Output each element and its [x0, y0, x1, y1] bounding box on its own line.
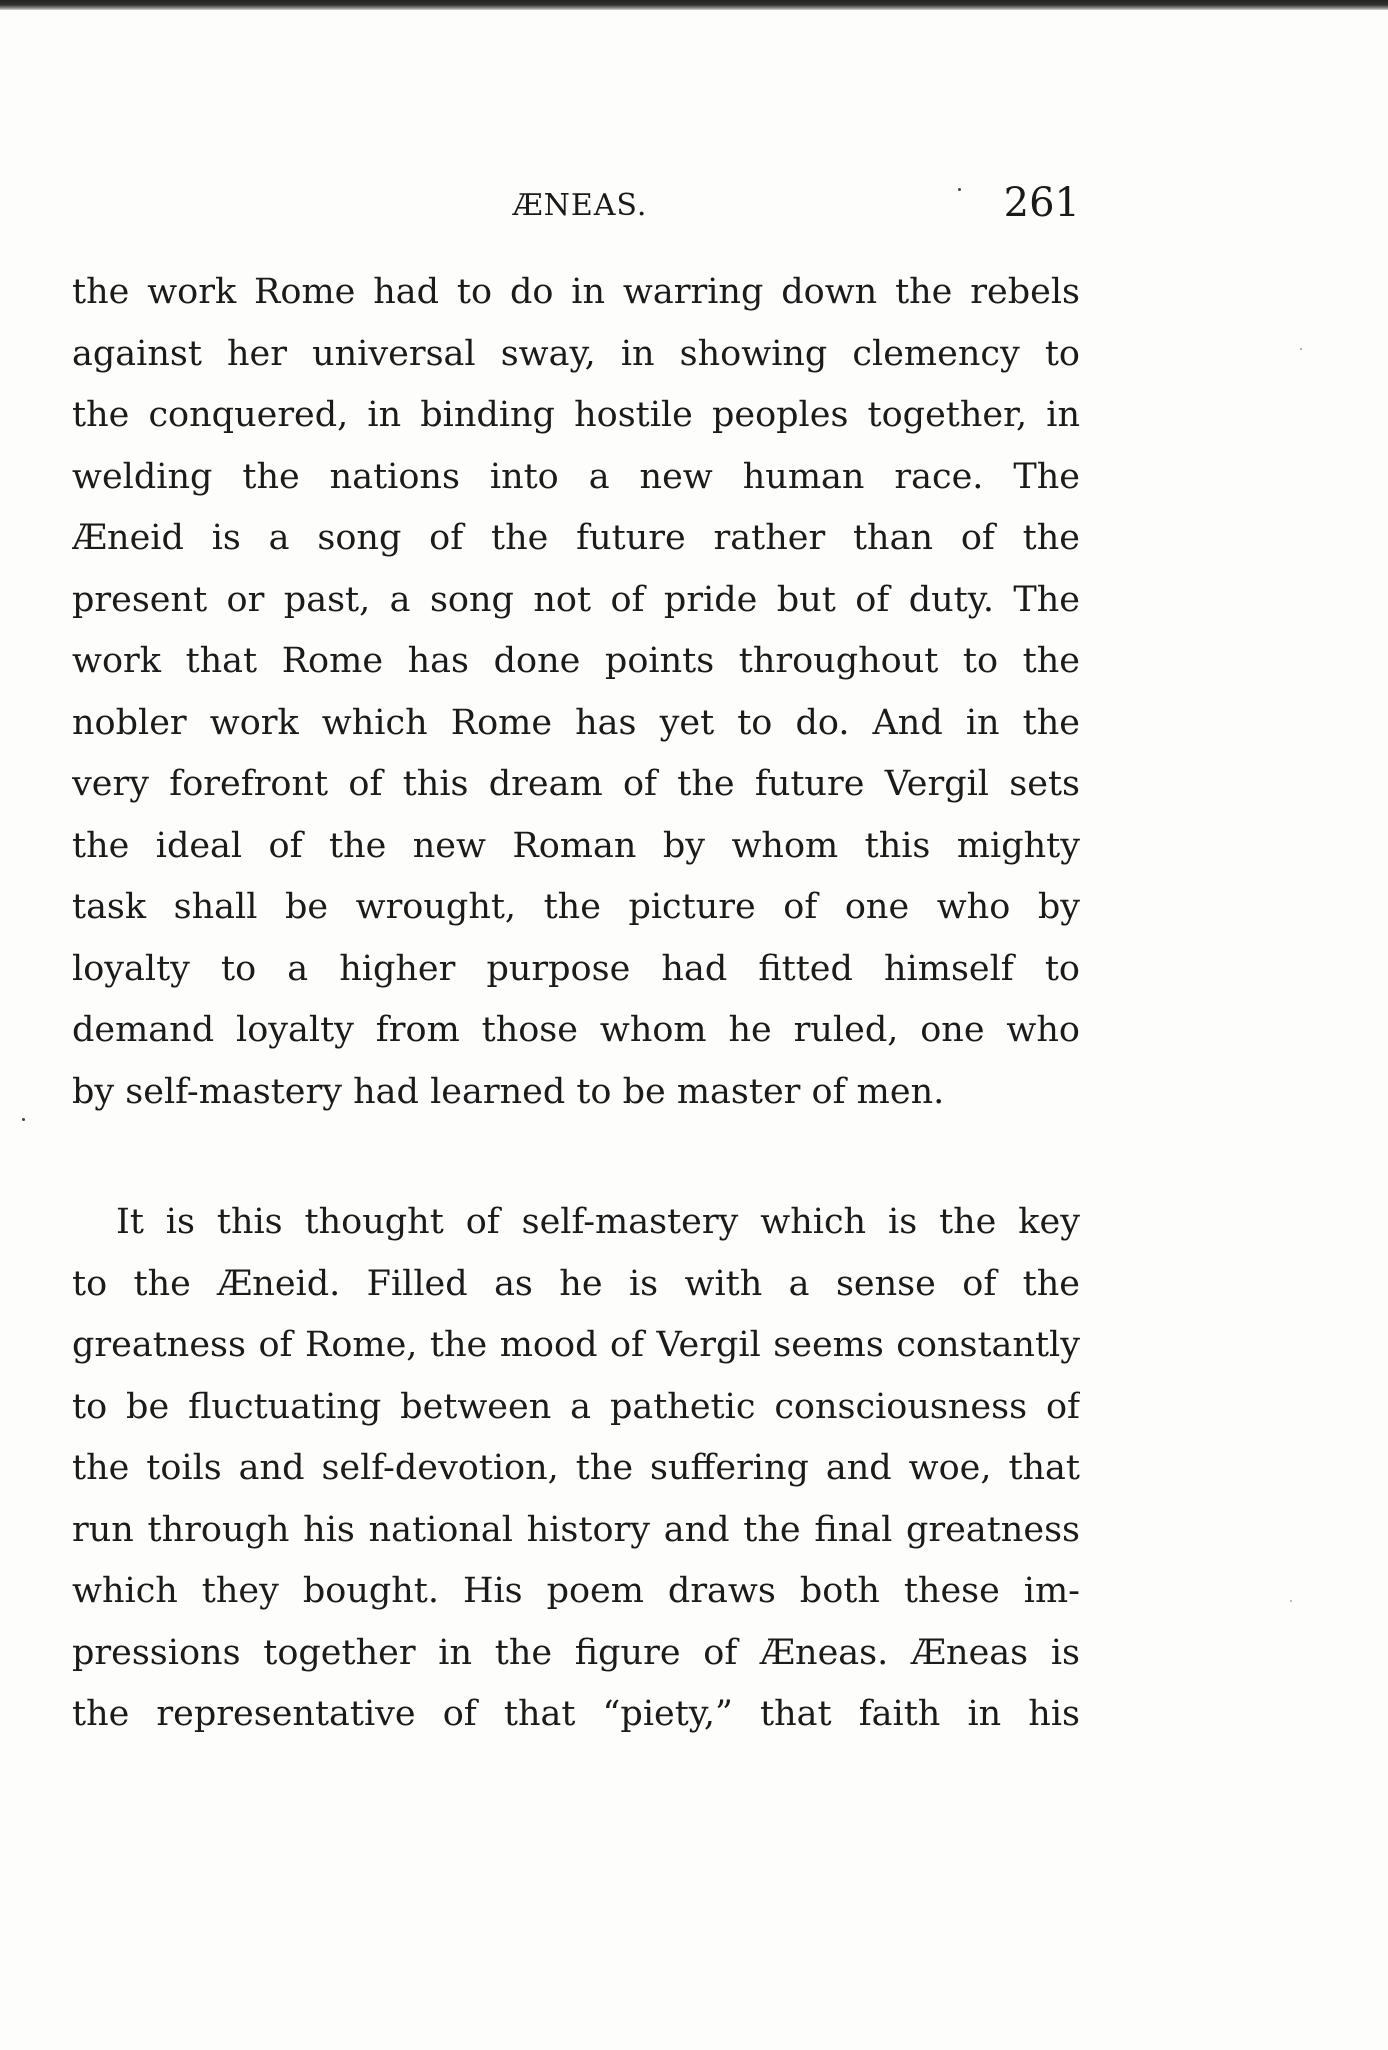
text-line: demand loyalty from those whom he ruled, one who: [72, 1010, 1080, 1050]
text-line: by self-mastery had learned to be master of men.: [72, 1071, 945, 1112]
running-title: ÆNEAS.: [512, 188, 648, 223]
print-speck: [1290, 1600, 1292, 1602]
text-line: Æneid is a song of the future rather than of the: [72, 518, 1080, 558]
print-speck: [22, 1118, 25, 1121]
text-line: loyalty to a higher purpose had fitted himself to: [72, 948, 1080, 989]
text-line: welding the nations into a new human race. The: [72, 456, 1080, 497]
text-line: the work Rome had to do in warring down the rebels: [72, 272, 1080, 312]
text-line: very forefront of this dream of the future Vergil sets: [72, 764, 1080, 804]
text-line: the ideal of the new Roman by whom this mighty: [72, 825, 1080, 866]
page-number: 261: [1003, 180, 1080, 226]
text-line: against her universal sway, in showing clemency to: [72, 333, 1080, 374]
print-speck: [1300, 348, 1302, 350]
text-line: pressions together in the figure of Æneas. Æneas is: [72, 1632, 1080, 1673]
text-line: to the Æneid. Filled as he is with a sense of the: [72, 1263, 1080, 1304]
text-line: the representative of that “piety,” that faith in his: [72, 1694, 1080, 1734]
paragraph-1: [72, 262, 1080, 1123]
text-line: to be fluctuating between a pathetic consciousness of: [72, 1386, 1080, 1427]
page-top-edge: [0, 0, 1388, 10]
text-line: task shall be wrought, the picture of one who by: [72, 887, 1080, 927]
text-line: work that Rome has done points throughout to the: [72, 641, 1080, 681]
text-line: run through his national history and the final greatness: [72, 1509, 1080, 1550]
print-speck: [958, 188, 961, 191]
text-line: present or past, a song not of pride but of duty. The: [72, 579, 1080, 620]
text-line: which they bought. His poem draws both these im-: [72, 1571, 1080, 1611]
page-header: [0, 180, 1388, 240]
paragraph-2: [72, 1192, 1080, 1746]
text-line: greatness of Rome, the mood of Vergil seems constantly: [72, 1325, 1080, 1365]
text-line: nobler work which Rome has yet to do. And in the: [72, 702, 1080, 743]
text-line: the toils and self-devotion, the suffering and woe, that: [72, 1448, 1080, 1488]
text-line: the conquered, in binding hostile peoples together, in: [72, 395, 1080, 435]
text-line: It is this thought of self-mastery which is the key: [116, 1202, 1080, 1242]
